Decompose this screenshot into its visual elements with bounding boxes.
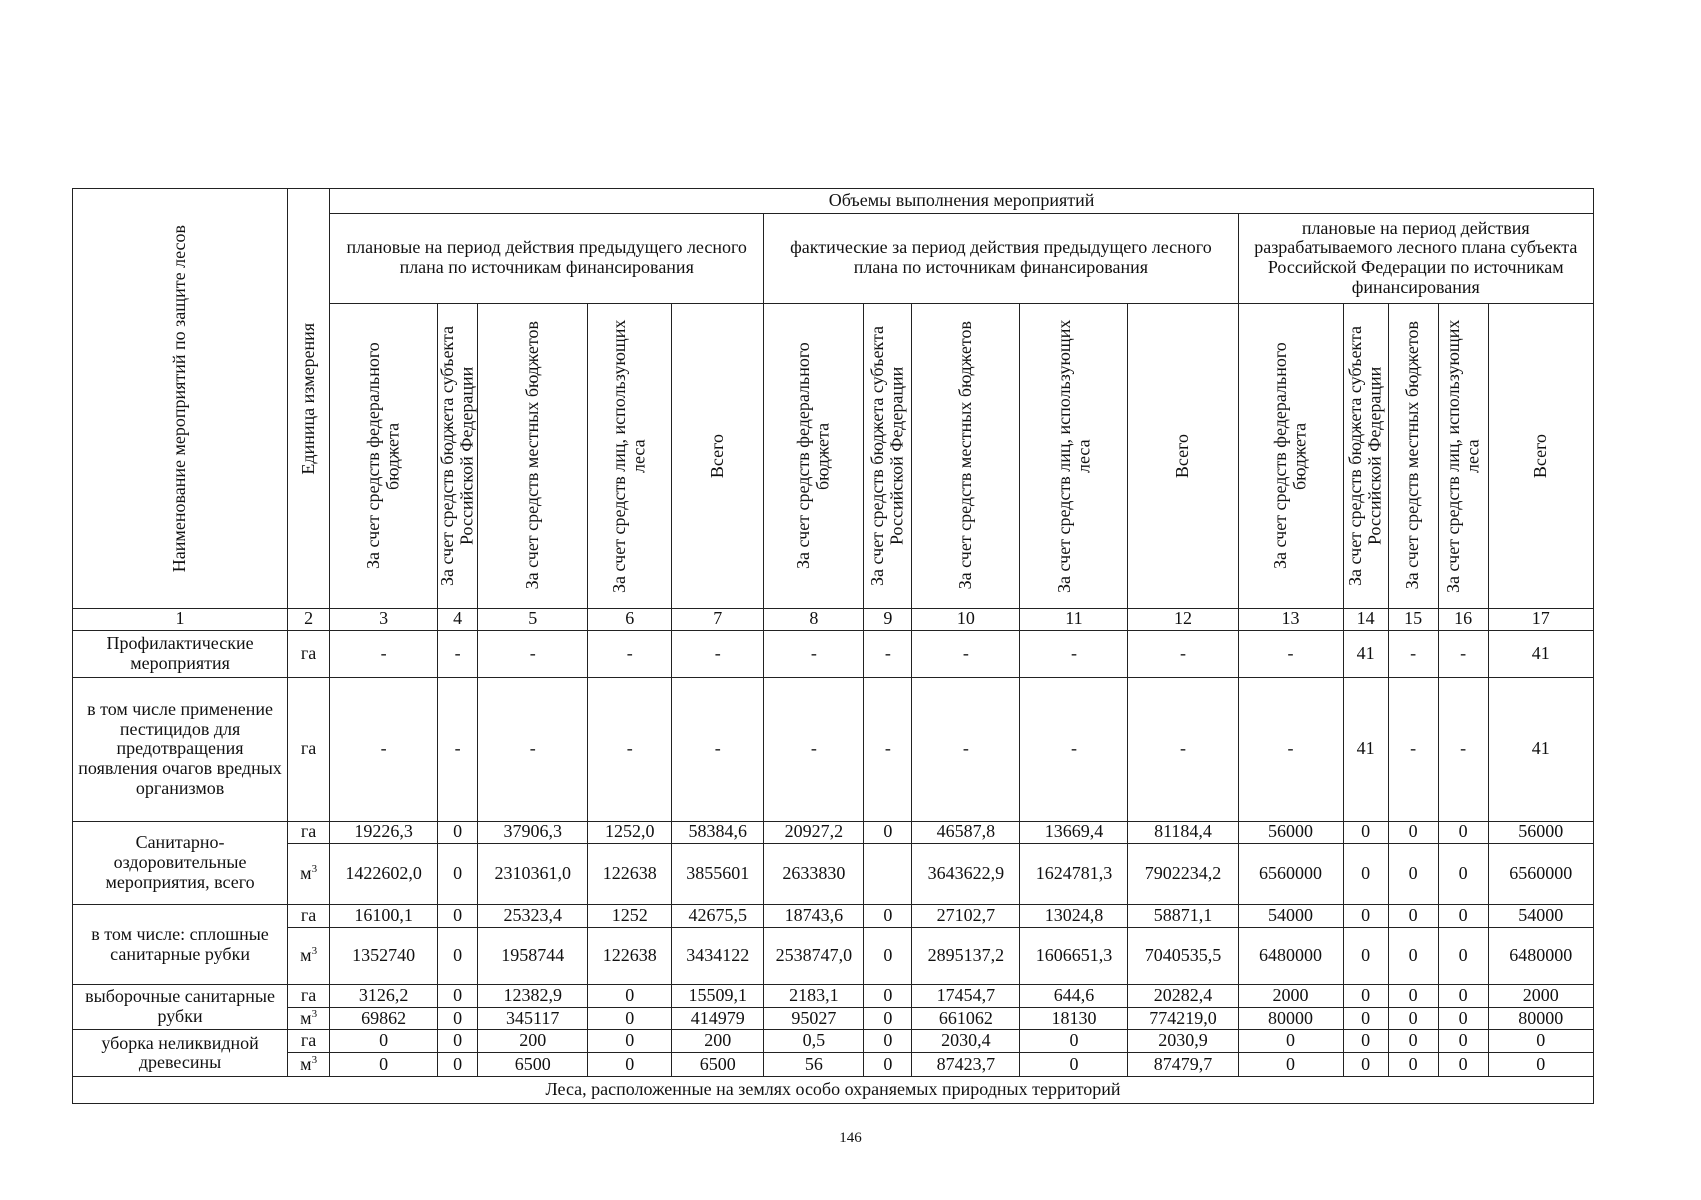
- table-cell: 0: [330, 1030, 438, 1053]
- row-unit: $м^3$: [288, 1052, 330, 1077]
- table-cell: -: [912, 678, 1020, 821]
- col-number: 4: [438, 608, 478, 631]
- table-cell: -: [864, 631, 912, 678]
- table-cell: -: [672, 678, 764, 821]
- col-number: 11: [1020, 608, 1128, 631]
- col-header: За счет средств федерального бюджета: [330, 303, 438, 608]
- table-cell: 42675,5: [672, 905, 764, 928]
- col-header: За счет средств бюджета субъекта Российской Федерации: [438, 303, 478, 608]
- table-cell: 95027: [764, 1007, 864, 1030]
- col-header: За счет средств местных бюджетов: [1388, 303, 1438, 608]
- table-cell: 54000: [1238, 905, 1343, 928]
- row-unit: га: [288, 821, 330, 844]
- table-cell: 0: [588, 985, 672, 1008]
- table-row: [73, 1030, 1594, 1053]
- table-cell: 6480000: [1238, 927, 1343, 984]
- table-cell: 6500: [672, 1052, 764, 1077]
- table-cell: 0: [1438, 927, 1488, 984]
- table-cell: -: [478, 678, 588, 821]
- table-cell: -: [1128, 631, 1238, 678]
- table-cell: 0: [1388, 905, 1438, 928]
- table-cell: 12382,9: [478, 985, 588, 1008]
- col-number: 8: [764, 608, 864, 631]
- row-unit: $м^3$: [288, 927, 330, 984]
- table-cell: 41: [1488, 678, 1593, 821]
- table-cell: 54000: [1488, 905, 1593, 928]
- col-number: 13: [1238, 608, 1343, 631]
- table-cell: 1252: [588, 905, 672, 928]
- table-cell: 345117: [478, 1007, 588, 1030]
- table-row: [73, 821, 1594, 844]
- table-cell: 0: [1488, 1052, 1593, 1077]
- col-header: Всего: [1488, 303, 1593, 608]
- section-row: [73, 1077, 1594, 1104]
- table-cell: 0: [1388, 985, 1438, 1008]
- table-cell: 81184,4: [1128, 821, 1238, 844]
- group-header-planned-previous: плановые на период действия предыдущего лесного плана по источникам финансирования: [330, 213, 764, 303]
- row-unit: га: [288, 985, 330, 1008]
- table-cell: 0: [1343, 1052, 1388, 1077]
- table-cell: 0: [1020, 1030, 1128, 1053]
- row-name: в том числе применение пестицидов для предотвращения появления очагов вредных организмов: [73, 678, 288, 821]
- table-cell: 0: [1388, 927, 1438, 984]
- table-cell: 0,5: [764, 1030, 864, 1053]
- table-cell: -: [764, 678, 864, 821]
- col-number: 2: [288, 608, 330, 631]
- volumes-header: Объемы выполнения мероприятий: [330, 189, 1594, 214]
- col-number: 10: [912, 608, 1020, 631]
- table-cell: 414979: [672, 1007, 764, 1030]
- table-cell: 2030,9: [1128, 1030, 1238, 1053]
- table-cell: 17454,7: [912, 985, 1020, 1008]
- table-cell: 41: [1343, 678, 1388, 821]
- table-cell: -: [588, 631, 672, 678]
- table-row: [73, 1007, 1594, 1030]
- row-name: в том числе: сплошные санитарные рубки: [73, 905, 288, 985]
- table-cell: -: [672, 631, 764, 678]
- table-cell: 0: [1438, 1030, 1488, 1053]
- col-number: 9: [864, 608, 912, 631]
- table-cell: 1606651,3: [1020, 927, 1128, 984]
- table-cell: -: [1238, 631, 1343, 678]
- table-cell: 80000: [1238, 1007, 1343, 1030]
- row-unit: га: [288, 1030, 330, 1053]
- table-cell: 18130: [1020, 1007, 1128, 1030]
- table-cell: -: [1388, 678, 1438, 821]
- table-cell: 41: [1343, 631, 1388, 678]
- table-cell: 13024,8: [1020, 905, 1128, 928]
- table-cell: 20282,4: [1128, 985, 1238, 1008]
- table-cell: 0: [438, 927, 478, 984]
- table-cell: 25323,4: [478, 905, 588, 928]
- table-cell: 661062: [912, 1007, 1020, 1030]
- col-number: 15: [1388, 608, 1438, 631]
- table-cell: 3855601: [672, 844, 764, 905]
- col-header: За счет средств лиц, использующих леса: [588, 303, 672, 608]
- table-cell: 3434122: [672, 927, 764, 984]
- table-cell: -: [1020, 631, 1128, 678]
- unit-header: Единица измерения: [297, 322, 318, 475]
- table-cell: 122638: [588, 844, 672, 905]
- table-cell: 46587,8: [912, 821, 1020, 844]
- table-cell: 18743,6: [764, 905, 864, 928]
- table-cell: 200: [478, 1030, 588, 1053]
- table-cell: 0: [864, 985, 912, 1008]
- col-number: 7: [672, 608, 764, 631]
- table-row: [73, 631, 1594, 678]
- table-cell: 0: [1388, 1030, 1438, 1053]
- table-row: [73, 927, 1594, 984]
- col-number: 1: [73, 608, 288, 631]
- row-name: уборка неликвидной древесины: [73, 1030, 288, 1077]
- col-header: Всего: [672, 303, 764, 608]
- row-unit: га: [288, 905, 330, 928]
- table-cell: 0: [1238, 1030, 1343, 1053]
- table-cell: 2030,4: [912, 1030, 1020, 1053]
- table-cell: 20927,2: [764, 821, 864, 844]
- table-cell: 56000: [1238, 821, 1343, 844]
- table-cell: 0: [438, 985, 478, 1008]
- table-cell: 0: [1343, 821, 1388, 844]
- table-cell: 2310361,0: [478, 844, 588, 905]
- table-cell: 0: [438, 844, 478, 905]
- table-cell: 2633830: [764, 844, 864, 905]
- table-cell: 1958744: [478, 927, 588, 984]
- table-cell: 0: [864, 1030, 912, 1053]
- table-cell: 56000: [1488, 821, 1593, 844]
- table-cell: -: [1128, 678, 1238, 821]
- table-cell: 7902234,2: [1128, 844, 1238, 905]
- table-cell: 0: [1488, 1030, 1593, 1053]
- group-header-planned-new: плановые на период действия разрабатываемого лесного плана субъекта Российской Федерации по источникам финансирования: [1238, 213, 1593, 303]
- table-row: [73, 985, 1594, 1008]
- table-cell: 0: [330, 1052, 438, 1077]
- table-cell: 2000: [1238, 985, 1343, 1008]
- table-cell: 80000: [1488, 1007, 1593, 1030]
- table-cell: 1252,0: [588, 821, 672, 844]
- row-name: Санитарно-оздоровительные мероприятия, всего: [73, 821, 288, 905]
- table-cell: 15509,1: [672, 985, 764, 1008]
- col-header: За счет средств бюджета субъекта Российской Федерации: [864, 303, 912, 608]
- table-cell: 3643622,9: [912, 844, 1020, 905]
- table-cell: 0: [1343, 844, 1388, 905]
- table-row: [73, 844, 1594, 905]
- table-cell: 56: [764, 1052, 864, 1077]
- page-number: 146: [839, 1130, 862, 1146]
- table-cell: 0: [1388, 844, 1438, 905]
- table-cell: 0: [588, 1052, 672, 1077]
- table-cell: -: [438, 678, 478, 821]
- col-header: За счет средств лиц, использующих леса: [1438, 303, 1488, 608]
- table-cell: -: [1238, 678, 1343, 821]
- table-cell: 0: [438, 821, 478, 844]
- table-row: [73, 1052, 1594, 1077]
- row-name: Профилактические мероприятия: [73, 631, 288, 678]
- table-cell: 58384,6: [672, 821, 764, 844]
- table-cell: 0: [1438, 821, 1488, 844]
- table-cell: 87423,7: [912, 1052, 1020, 1077]
- table-cell: 41: [1488, 631, 1593, 678]
- table-cell: -: [330, 631, 438, 678]
- name-header: Наименование мероприятий по защите лесов: [169, 224, 190, 572]
- table-cell: 774219,0: [1128, 1007, 1238, 1030]
- table-cell: 0: [1343, 927, 1388, 984]
- table-cell: 16100,1: [330, 905, 438, 928]
- col-number: 5: [478, 608, 588, 631]
- table-cell: 2183,1: [764, 985, 864, 1008]
- table-cell: [864, 844, 912, 905]
- table-cell: 0: [1438, 1007, 1488, 1030]
- table-cell: 27102,7: [912, 905, 1020, 928]
- table-cell: 0: [1438, 985, 1488, 1008]
- col-header: За счет средств федерального бюджета: [764, 303, 864, 608]
- table-row: [73, 905, 1594, 928]
- table-cell: 0: [1343, 985, 1388, 1008]
- col-header: Всего: [1128, 303, 1238, 608]
- table-cell: 0: [588, 1030, 672, 1053]
- col-number: 16: [1438, 608, 1488, 631]
- table-cell: 6480000: [1488, 927, 1593, 984]
- table-cell: 0: [1238, 1052, 1343, 1077]
- row-unit: га: [288, 678, 330, 821]
- forest-protection-table: [72, 188, 1594, 1104]
- table-cell: 0: [1388, 1007, 1438, 1030]
- table-cell: 2538747,0: [764, 927, 864, 984]
- table-cell: 0: [1438, 1052, 1488, 1077]
- table-cell: 0: [1388, 821, 1438, 844]
- table-cell: -: [588, 678, 672, 821]
- table-cell: 644,6: [1020, 985, 1128, 1008]
- table-cell: 0: [438, 1007, 478, 1030]
- table-cell: 2895137,2: [912, 927, 1020, 984]
- table-cell: 0: [864, 1007, 912, 1030]
- unit-header-cell: [288, 189, 330, 609]
- table-cell: 87479,7: [1128, 1052, 1238, 1077]
- section-footer: Леса, расположенные на землях особо охраняемых природных территорий: [73, 1077, 1594, 1104]
- table-cell: 3126,2: [330, 985, 438, 1008]
- table-cell: 200: [672, 1030, 764, 1053]
- column-number-row: [73, 608, 1594, 631]
- col-number: 14: [1343, 608, 1388, 631]
- table-cell: 1422602,0: [330, 844, 438, 905]
- col-header: За счет средств местных бюджетов: [478, 303, 588, 608]
- table-cell: 0: [864, 927, 912, 984]
- table-cell: 0: [438, 1030, 478, 1053]
- table-cell: -: [438, 631, 478, 678]
- col-number: 6: [588, 608, 672, 631]
- col-number: 17: [1488, 608, 1593, 631]
- table-cell: -: [1438, 678, 1488, 821]
- row-unit: $м^3$: [288, 1007, 330, 1030]
- col-header: За счет средств федерального бюджета: [1238, 303, 1343, 608]
- table-cell: 2000: [1488, 985, 1593, 1008]
- col-number: 3: [330, 608, 438, 631]
- table-cell: 0: [1438, 905, 1488, 928]
- row-unit: га: [288, 631, 330, 678]
- table-cell: -: [764, 631, 864, 678]
- table-cell: 0: [1343, 905, 1388, 928]
- table-cell: 0: [438, 905, 478, 928]
- row-unit: $м^3$: [288, 844, 330, 905]
- table-cell: -: [478, 631, 588, 678]
- table-cell: 0: [1438, 844, 1488, 905]
- table-cell: 0: [1388, 1052, 1438, 1077]
- table-cell: 0: [864, 905, 912, 928]
- table-row: [73, 678, 1594, 821]
- col-number: 12: [1128, 608, 1238, 631]
- table-cell: -: [1020, 678, 1128, 821]
- table-cell: -: [1438, 631, 1488, 678]
- table-cell: 0: [1020, 1052, 1128, 1077]
- table-cell: 122638: [588, 927, 672, 984]
- table-cell: 19226,3: [330, 821, 438, 844]
- col-header: За счет средств местных бюджетов: [912, 303, 1020, 608]
- col-header: За счет средств лиц, использующих леса: [1020, 303, 1128, 608]
- table-cell: 7040535,5: [1128, 927, 1238, 984]
- table-cell: 6500: [478, 1052, 588, 1077]
- table-cell: 13669,4: [1020, 821, 1128, 844]
- table-cell: -: [330, 678, 438, 821]
- table-cell: 0: [1343, 1007, 1388, 1030]
- table-cell: 6560000: [1238, 844, 1343, 905]
- table-cell: 69862: [330, 1007, 438, 1030]
- table-cell: 0: [438, 1052, 478, 1077]
- table-cell: 0: [588, 1007, 672, 1030]
- table-cell: 1624781,3: [1020, 844, 1128, 905]
- row-name: выборочные санитарные рубки: [73, 985, 288, 1030]
- table-cell: 1352740: [330, 927, 438, 984]
- table-cell: 6560000: [1488, 844, 1593, 905]
- table-cell: -: [864, 678, 912, 821]
- table-cell: 0: [1343, 1030, 1388, 1053]
- table-cell: 37906,3: [478, 821, 588, 844]
- table-cell: 58871,1: [1128, 905, 1238, 928]
- group-header-actual-previous: фактические за период действия предыдущего лесного плана по источникам финансирования: [764, 213, 1238, 303]
- table-cell: -: [1388, 631, 1438, 678]
- table-cell: -: [912, 631, 1020, 678]
- table-cell: 0: [864, 821, 912, 844]
- col-header: За счет средств бюджета субъекта Российской Федерации: [1343, 303, 1388, 608]
- table-cell: 0: [864, 1052, 912, 1077]
- name-header-cell: [73, 189, 288, 609]
